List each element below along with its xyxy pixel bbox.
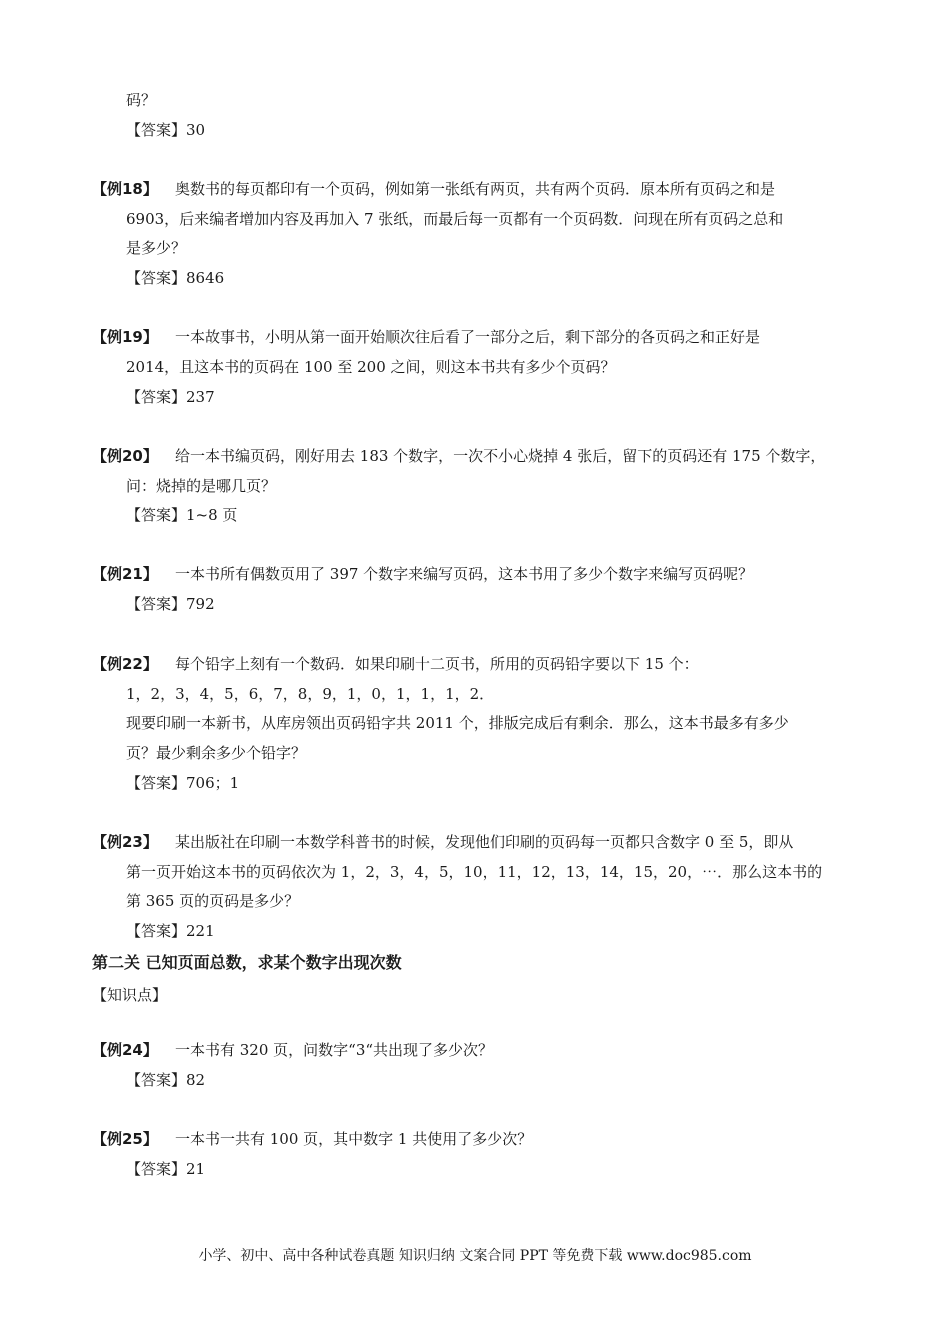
example-text-line: 每个铅字上刻有一个数码．如果印刷十二页书，所用的页码铅字要以下 15 个： <box>175 655 699 673</box>
knowledge-point-label: 【知识点】 <box>92 986 168 1004</box>
example-text-line: 给一本书编页码，刚好用去 183 个数字，一次不小心烧掉 4 张后，留下的页码还有 175 个数字， <box>175 447 826 465</box>
example-label: 【例18】 <box>92 180 158 198</box>
example-text-line: 6903，后来编者增加内容及再加入 7 张纸，而最后每一页都有一个页码数．问现在所有页码之总和 <box>126 210 784 228</box>
answer: 【答案】706；1 <box>126 774 240 792</box>
example-text-line: 一本故事书，小明从第一面开始顺次往后看了一部分之后，剩下部分的各页码之和正好是 <box>175 328 761 346</box>
page-footer: 小学、初中、高中各种试卷真题 知识归纳 文案合同 PPT 等免费下载 www.doc985.com <box>198 1248 752 1264</box>
answer: 【答案】221 <box>126 922 215 940</box>
example-text-line: 问：烧掉的是哪几页？ <box>126 477 277 495</box>
answer: 【答案】792 <box>126 595 215 613</box>
example-text-line: 2014，且这本书的页码在 100 至 200 之间，则这本书共有多少个页码？ <box>126 358 616 376</box>
answer: 【答案】237 <box>126 388 215 406</box>
example-label: 【例20】 <box>92 447 158 465</box>
answer: 【答案】21 <box>126 1160 206 1178</box>
example-text-line: 是多少？ <box>126 239 187 257</box>
example-text-line: 奥数书的每页都印有一个页码，例如第一张纸有两页，共有两个页码．原本所有页码之和是 <box>175 180 776 198</box>
example-text-line: 一本书所有偶数页用了 397 个数字来编写页码，这本书用了多少个数字来编写页码呢？ <box>175 565 754 583</box>
answer: 【答案】8646 <box>126 269 225 287</box>
example-label: 【例24】 <box>92 1041 158 1059</box>
example-label: 【例23】 <box>92 833 158 851</box>
example-label: 【例22】 <box>92 655 158 673</box>
section-title: 第二关 已知页面总数，求某个数字出现次数 <box>92 953 402 972</box>
example-text-line: 第一页开始这本书的页码依次为 1，2，3，4，5，10，11，12，13，14，15，20，⋯．那么这本书的 <box>126 863 823 881</box>
example-text-line: 现要印刷一本新书，从库房领出页码铅字共 2011 个，排版完成后有剩余．那么，这本书最多有多少 <box>126 714 789 732</box>
example-label: 【例25】 <box>92 1130 158 1148</box>
answer: 【答案】30 <box>126 121 206 139</box>
example-text-line: 一本书有 320 页，问数字“3“共出现了多少次？ <box>175 1041 494 1059</box>
example-text-line: 某出版社在印刷一本数学科普书的时候，发现他们印刷的页码每一页都只含数字 0 至 5，即从 <box>175 833 794 851</box>
example-text-line: 1，2，3，4，5，6，7，8，9，1，0，1，1，1，2． <box>126 685 495 703</box>
example-text-line: 一本书一共有 100 页，其中数字 1 共使用了多少次？ <box>175 1130 533 1148</box>
example-text-line: 页？最少剩余多少个铅字？ <box>126 744 307 762</box>
example-label: 【例21】 <box>92 565 158 583</box>
answer: 【答案】82 <box>126 1071 206 1089</box>
example-label: 【例19】 <box>92 328 158 346</box>
question-continuation: 码？ <box>126 91 157 109</box>
example-text-line: 第 365 页的页码是多少？ <box>126 892 300 910</box>
answer: 【答案】1~8 页 <box>126 506 238 524</box>
